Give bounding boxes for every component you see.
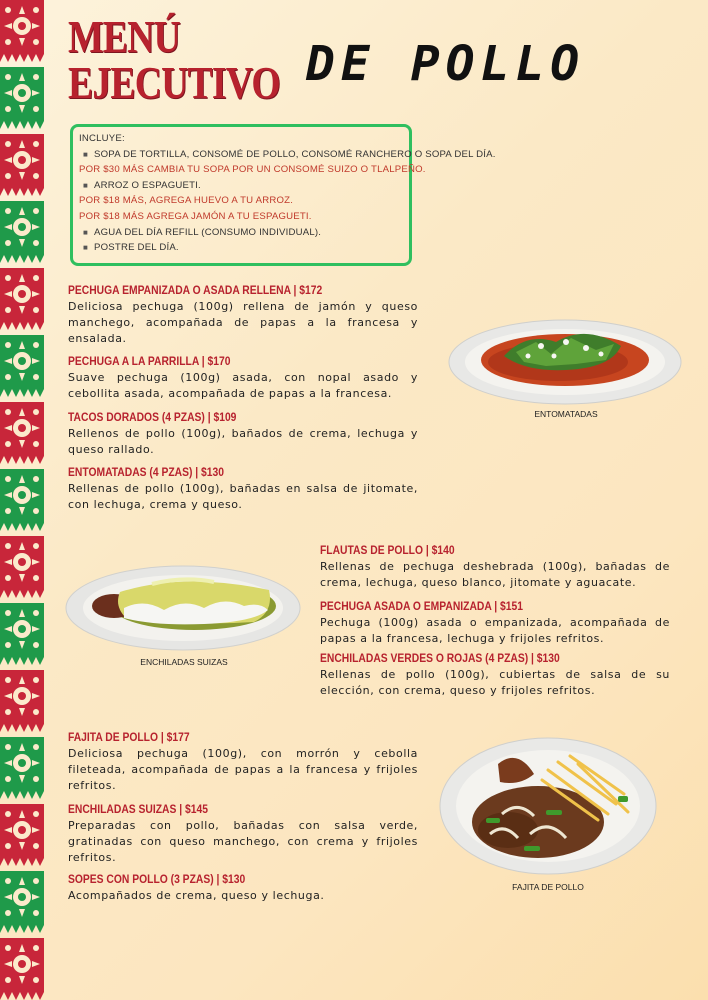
includes-line: ■ SOPA DE TORTILLA, CONSOMÉ DE POLLO, CONSOMÉ RANCHERO O SOPA DEL DÍA. xyxy=(79,147,403,163)
item-description: Suave pechuga (100g) asada, con nopal asado y cebollita asada, acompañada de papas a la francesa. xyxy=(68,371,418,400)
item-name: ENTOMATADAS (4 PZAS) | $130 xyxy=(68,465,224,479)
papel-picado-banner xyxy=(0,670,44,732)
menu-item-fajita xyxy=(68,729,418,794)
menu-item-enchiladas-suizas xyxy=(68,801,418,866)
item-description: Rellenos de pollo (100g), bañados de crema, lechuga y queso rallado. xyxy=(68,427,418,456)
item-name: PECHUGA ASADA O EMPANIZADA | $151 xyxy=(320,599,524,613)
includes-line: ■ POSTRE DEL DÍA. xyxy=(79,240,403,256)
includes-box xyxy=(70,124,496,266)
papel-picado-banner xyxy=(0,603,44,665)
menu-item-flautas xyxy=(320,542,670,591)
item-description: Rellenas de pollo (100g), cubiertas de salsa de su elección, con crema, queso y frijoles refritos. xyxy=(320,668,670,697)
fajita-photo xyxy=(438,734,658,878)
title-line-2: EJECUTIVO xyxy=(68,57,280,108)
includes-line: ■ AGUA DEL DÍA REFILL (CONSUMO INDIVIDUAL). xyxy=(79,225,403,241)
papel-picado-banner xyxy=(0,469,44,531)
item-description: Deliciosa pechuga (100g) rellena de jamón y queso manchego, acompañada de papas a la francesa y ensalada. xyxy=(68,300,418,345)
item-description: Rellenas de pollo (100g), bañadas en salsa de jitomate, con lechuga, crema y queso. xyxy=(68,482,418,511)
includes-extra: POR $18 MÁS, AGREGA HUEVO A TU ARROZ. xyxy=(79,195,294,207)
item-name: PECHUGA EMPANIZADA O ASADA RELLENA | $172 xyxy=(68,283,323,297)
menu-item-pechuga-asada xyxy=(320,598,670,647)
item-description: Rellenas de pechuga deshebrada (100g), bañadas de crema, lechuga, queso blanco, jitomate y aguacate. xyxy=(320,560,670,589)
entomatadas-photo xyxy=(446,312,684,408)
includes-extra: POR $18 MÁS AGREGA JAMÓN A TU ESPAGUETI. xyxy=(79,210,312,222)
item-name: ENCHILADAS SUIZAS | $145 xyxy=(68,802,208,816)
papel-picado-banner xyxy=(0,871,44,933)
papel-picado-banner xyxy=(0,402,44,464)
papel-picado-banner xyxy=(0,0,44,62)
menu-item-pechuga-parrilla xyxy=(68,353,418,402)
item-description: Preparadas con pollo, bañadas con salsa verde, gratinadas con queso manchego, con crema y frijoles refritos. xyxy=(68,819,418,864)
papel-picado-strip xyxy=(0,0,46,1000)
item-description: Pechuga (100g) asada o empanizada, acompañada de papas a la francesa, lechuga y frijoles refritos. xyxy=(320,616,670,645)
item-name: FLAUTAS DE POLLO | $140 xyxy=(320,543,455,557)
papel-picado-banner xyxy=(0,737,44,799)
title-line-1: MENÚ xyxy=(68,11,180,62)
includes-line: ■ ARROZ O ESPAGUETI. xyxy=(79,178,403,194)
entomatadas-caption: ENTOMATADAS xyxy=(534,409,598,419)
enchiladas-suizas-caption: ENCHILADAS SUIZAS xyxy=(140,657,228,667)
enchiladas-suizas-photo xyxy=(64,562,302,654)
includes-label: INCLUYE: xyxy=(79,133,125,144)
item-name: TACOS DORADOS (4 PZAS) | $109 xyxy=(68,410,237,424)
menu-item-tacos-dorados xyxy=(68,409,418,458)
item-description: Deliciosa pechuga (100g), con morrón y cebolla fileteada, acompañada de papas a la francesa y frijoles refritos. xyxy=(68,747,418,792)
menu-item-entomatadas xyxy=(68,464,418,513)
includes-extra: POR $30 MÁS CAMBIA TU SOPA POR UN CONSOMÉ SUIZO O TLALPEÑO. xyxy=(79,164,426,176)
papel-picado-banner xyxy=(0,134,44,196)
menu-title xyxy=(68,11,280,108)
papel-picado-banner xyxy=(0,67,44,129)
menu-subtitle: DE POLLO xyxy=(306,36,586,92)
item-name: ENCHILADAS VERDES O ROJAS (4 PZAS) | $130 xyxy=(320,651,560,665)
papel-picado-banner xyxy=(0,938,44,1000)
item-name: SOPES CON POLLO (3 PZAS) | $130 xyxy=(68,872,246,886)
fajita-caption: FAJITA DE POLLO xyxy=(512,882,584,892)
item-name: PECHUGA A LA PARRILLA | $170 xyxy=(68,354,231,368)
menu-item-sopes xyxy=(68,871,418,904)
papel-picado-banner xyxy=(0,201,44,263)
item-description: Acompañados de crema, queso y lechuga. xyxy=(68,889,325,902)
menu-item-pechuga-empanizada xyxy=(68,282,418,347)
menu-item-enchiladas-verdes xyxy=(320,650,670,699)
papel-picado-banner xyxy=(0,804,44,866)
papel-picado-banner xyxy=(0,335,44,397)
item-name: FAJITA DE POLLO | $177 xyxy=(68,730,190,744)
papel-picado-banner xyxy=(0,536,44,598)
papel-picado-banner xyxy=(0,268,44,330)
